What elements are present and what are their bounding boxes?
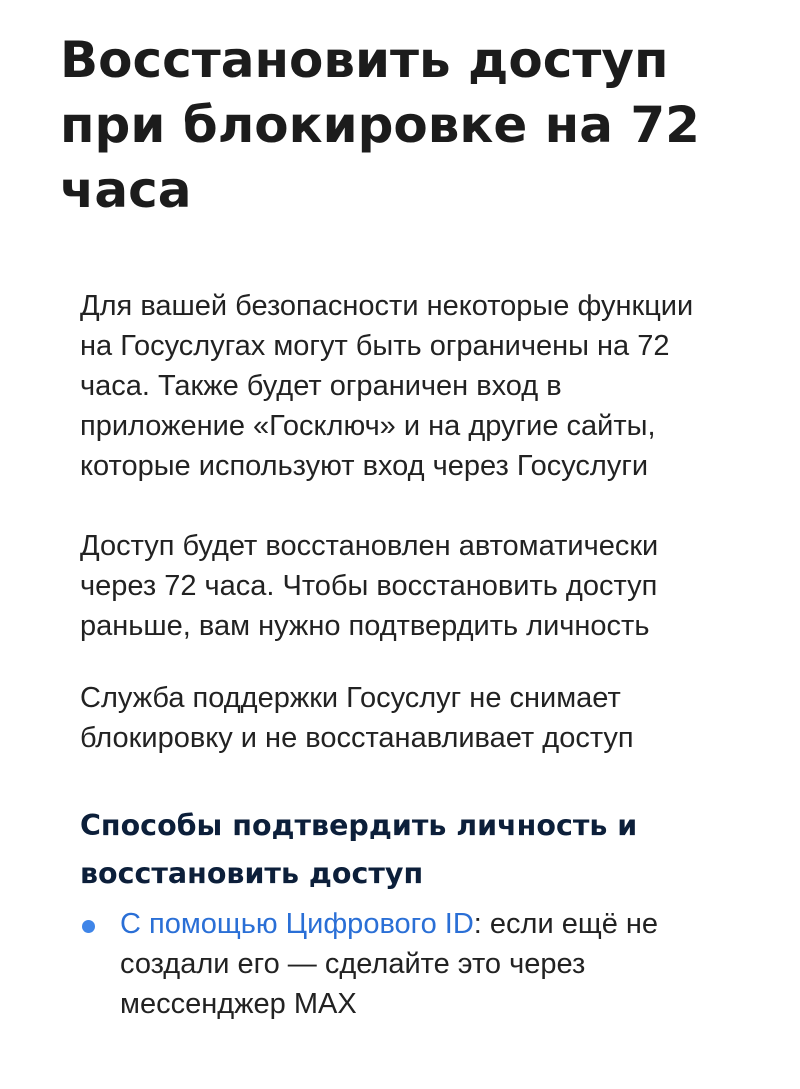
security-notice-paragraph: Для вашей безопасности некоторые функции на Госуслугах могут быть ограничены на 72 часа. Также будет ограничен вход в приложение «Госключ» и на другие сайты, которые используют вход через Госуслуги bbox=[80, 290, 694, 482]
main-content bbox=[80, 286, 760, 1024]
digital-id-description: : если ещё не создали его — сделайте это через мессенджер MAX bbox=[120, 908, 659, 1020]
auto-restore-paragraph: Доступ будет восстановлен автоматически через 72 часа. Чтобы восстановить доступ раньше, вам нужно подтвердить личность bbox=[80, 530, 659, 642]
methods-section-title: Способы подтвердить личность и восстановить доступ bbox=[80, 809, 638, 890]
bullet-icon bbox=[82, 920, 95, 933]
support-notice-paragraph: Служба поддержки Госуслуг не снимает блокировку и не восстанавливает доступ bbox=[80, 682, 634, 754]
list-item bbox=[80, 904, 720, 1024]
digital-id-link[interactable]: С помощью Цифрового ID bbox=[120, 908, 474, 940]
methods-list bbox=[80, 904, 760, 1024]
page-title: Восстановить доступ при блокировке на 72 часа bbox=[60, 31, 700, 219]
